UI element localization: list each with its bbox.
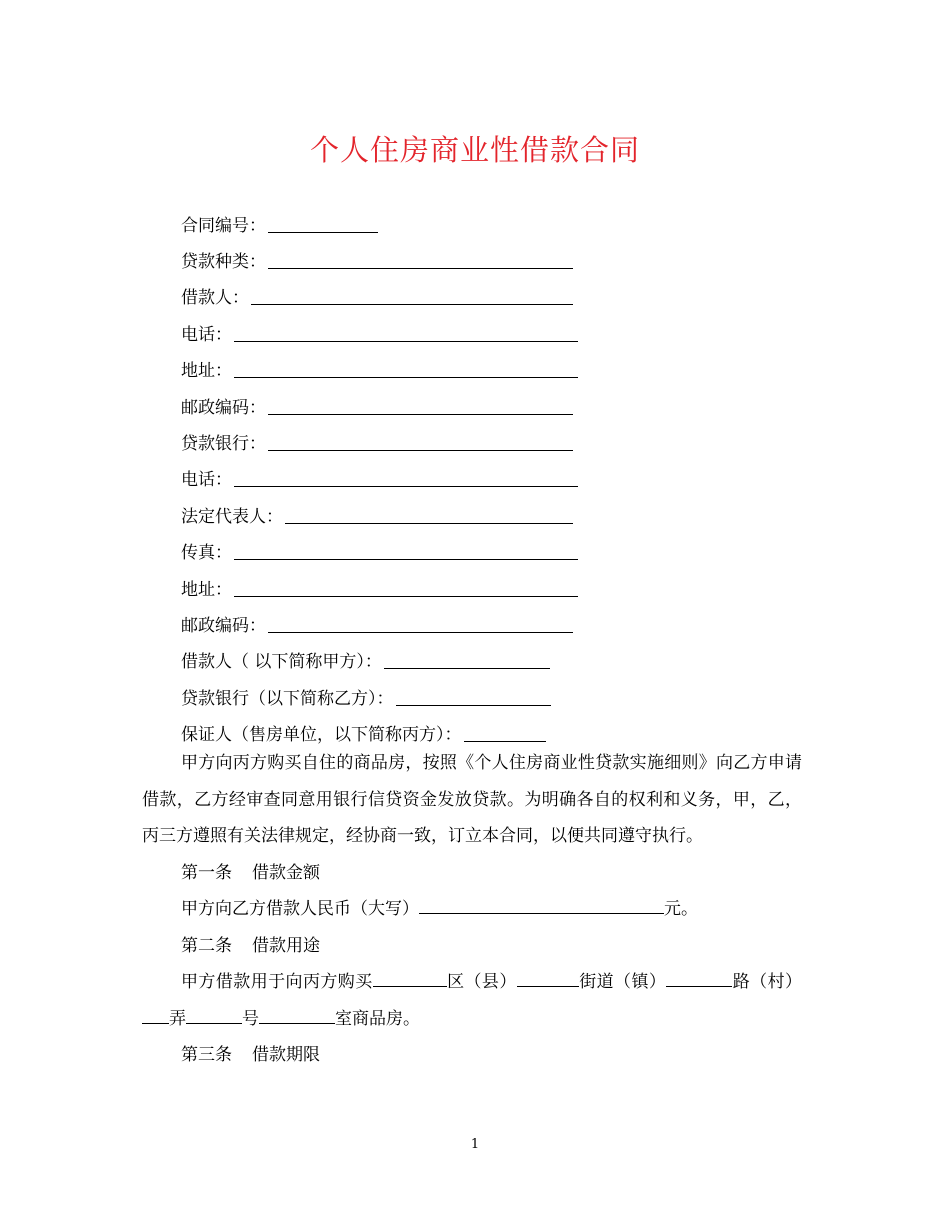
blank-line[interactable]: [251, 286, 573, 305]
road-blank[interactable]: [666, 968, 732, 987]
field-address[interactable]: [181, 351, 621, 387]
blank-line[interactable]: [234, 323, 578, 342]
blank-line[interactable]: [268, 614, 573, 633]
blank-line[interactable]: [285, 505, 573, 524]
field-label: 电话：: [181, 324, 232, 345]
field-label: 地址：: [181, 361, 232, 382]
field-label: 借款人：: [181, 288, 249, 309]
article-title: 借款用途: [252, 935, 320, 956]
field-bank-phone[interactable]: [181, 460, 621, 496]
field-label: 传真：: [181, 543, 232, 564]
field-party-b[interactable]: [181, 678, 621, 714]
field-lending-bank[interactable]: [181, 423, 621, 459]
blank-line[interactable]: [268, 214, 378, 233]
field-loan-type[interactable]: [181, 241, 621, 277]
field-bank-address[interactable]: [181, 569, 621, 605]
street-blank[interactable]: [517, 968, 579, 987]
document-title: 个人住房商业性借款合同: [309, 133, 640, 167]
number-blank[interactable]: [186, 1005, 242, 1024]
contract-fields: [181, 205, 621, 751]
article-number: 第二条: [181, 935, 232, 956]
room-blank[interactable]: [259, 1005, 335, 1024]
text-segment: 区（县）: [446, 972, 517, 992]
article-number: 第一条: [181, 862, 232, 883]
article-3-heading: [142, 1037, 802, 1074]
blank-line[interactable]: [464, 723, 546, 742]
text-segment: 号: [242, 1008, 259, 1029]
field-postal-code[interactable]: [181, 387, 621, 423]
field-fax[interactable]: [181, 533, 621, 569]
field-label: 合同编号：: [181, 215, 266, 236]
text-segment: 室商品房。: [335, 1008, 420, 1029]
text-segment: 甲方借款用于向丙方购买: [181, 972, 373, 992]
field-contract-number[interactable]: [181, 205, 621, 241]
field-label: 法定代表人：: [181, 506, 283, 527]
article-number: 第三条: [181, 1045, 232, 1065]
blank-line[interactable]: [234, 468, 578, 487]
text-segment: 元。: [664, 899, 698, 919]
article-1-heading: [142, 855, 802, 892]
article-2-heading: [142, 928, 802, 965]
lane-blank[interactable]: [142, 1005, 169, 1024]
text-segment: 弄: [169, 1008, 186, 1029]
field-bank-postal-code[interactable]: [181, 605, 621, 641]
text-segment: 路（村）: [732, 972, 803, 992]
field-party-a[interactable]: [181, 642, 621, 678]
blank-line[interactable]: [234, 541, 578, 560]
district-blank[interactable]: [373, 968, 447, 987]
blank-line[interactable]: [234, 578, 578, 597]
field-phone[interactable]: [181, 314, 621, 350]
blank-line[interactable]: [384, 650, 550, 669]
field-label: 借款人（ 以下简称甲方）：: [181, 652, 382, 673]
article-1-text: [142, 891, 802, 928]
amount-blank[interactable]: [419, 895, 664, 914]
text-segment: 甲方向乙方借款人民币（大写）: [181, 899, 419, 919]
blank-line[interactable]: [268, 432, 573, 451]
field-label: 邮政编码：: [181, 397, 266, 418]
field-label: 贷款银行（以下简称乙方）：: [181, 688, 394, 709]
field-label: 贷款银行：: [181, 434, 266, 455]
field-borrower[interactable]: [181, 278, 621, 314]
contract-body: [142, 745, 802, 1074]
text-segment: 街道（镇）: [578, 972, 667, 992]
blank-line[interactable]: [268, 396, 573, 415]
field-label: 保证人（售房单位，以下简称丙方）：: [181, 725, 462, 746]
field-legal-representative[interactable]: [181, 496, 621, 532]
blank-line[interactable]: [268, 250, 573, 269]
article-2-text: [142, 964, 802, 1037]
blank-line[interactable]: [396, 687, 551, 706]
page-number: 1: [470, 1137, 480, 1152]
field-label: 邮政编码：: [181, 615, 266, 636]
article-title: 借款期限: [252, 1045, 320, 1065]
blank-line[interactable]: [234, 359, 578, 378]
field-label: 电话：: [181, 470, 232, 491]
field-label: 地址：: [181, 579, 232, 600]
intro-paragraph: 甲方向丙方购买自住的商品房，按照《个人住房商业性贷款实施细则》向乙方申请借款，乙方经审查同意用银行信贷资金发放贷款。为明确各自的权利和义务，甲，乙，丙三方遵照有关法律规定，经协商一致，订立本合同，以便共同遵守执行。: [142, 753, 802, 846]
field-label: 贷款种类：: [181, 252, 266, 273]
article-title: 借款金额: [252, 862, 320, 883]
